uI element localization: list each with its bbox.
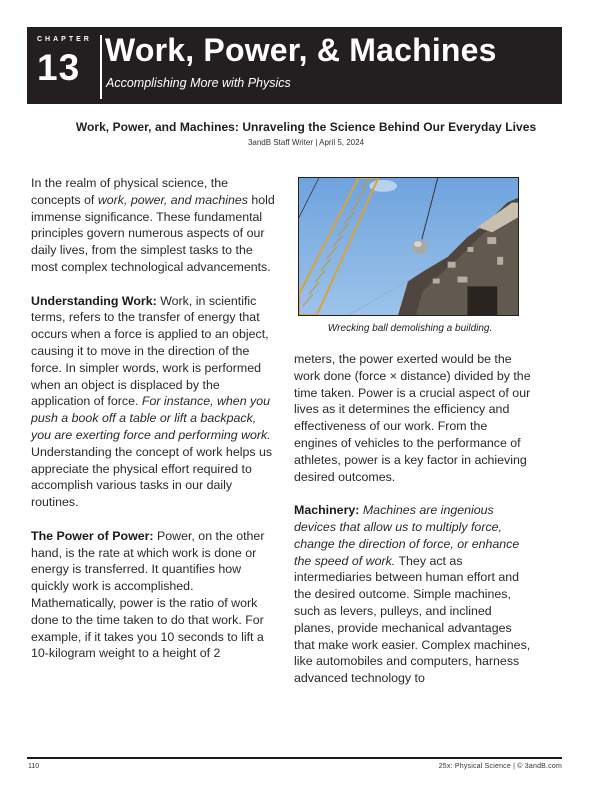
work-paragraph: Understanding Work: Work, in scientific terms, refers to the transfer of energy that occurs when a force is applied to an object, causing it to move in the direction of the force. In simpler words, work is performed when an object is displaced by the application of force. For instance, when you push a book off a table or lift a backpack, you are exerting force and performing work. Understanding the concept of work helps us appreciate the physical effort required to accomplish various tasks in our daily routines. [31,293,273,510]
left-column [31,175,279,679]
chapter-title: Work, Power, & Machines [105,32,497,68]
chapter-divider [100,35,102,99]
chapter-subtitle: Accomplishing More with Physics [106,76,291,90]
page-number: 110 [28,763,40,770]
article-byline: 3andB Staff Writer | April 5, 2024 [247,138,365,147]
machinery-heading: Machinery: [294,503,360,518]
machinery-paragraph: Machinery: Machines are ingenious devices that allow us to multiply force, change the direction of force, or enhance the speed of work. They act as intermediaries between human effort and the desired outcome. Simple machines, such as levers, pulleys, and inclined planes, provide mechanical advantages that make work easier. Complex machines, like automobiles and computers, harness advanced technology to [294,503,531,686]
power-paragraph-continued: meters, the power exerted would be the work done (force × distance) divided by the time taken. Power is a crucial aspect of our lives as it determines the efficiency and effectiveness of our work. From the engines of vehicles to the performance of athletes, power is a key factor in achieving desired outcomes. [294,352,531,484]
work-heading: Understanding Work: [31,293,157,308]
wrecking-ball-photo [298,177,519,316]
wrecking-ball-image [299,178,518,315]
article-headline: Work, Power, and Machines: Unraveling the Science Behind Our Everyday Lives [75,120,537,134]
chapter-number: 13 [37,47,81,88]
chapter-label: CHAPTER [37,36,92,43]
chapter-header [27,27,562,104]
photo-caption: Wrecking ball demolishing a building. [327,323,493,334]
footer-rule [27,757,562,759]
power-heading: The Power of Power: [31,528,154,543]
right-column [294,351,532,704]
intro-paragraph: In the realm of physical science, the concepts of work, power, and machines hold immense significance. These fundamental principles govern numerous aspects of our daily lives, from the simplest tasks to the most complex technological advancements. [31,176,275,274]
power-paragraph: The Power of Power: Power, on the other hand, is the rate at which work is done or energy is transferred. It quantifies how quickly work is accomplished. Mathematically, power is the ratio of work done to the time taken to do that work. For example, if it takes you 10 seconds to lift a 10-kilogram weight to a height of 2 [31,528,265,661]
footer-credit: 25x: Physical Science | © 3andB.com [438,763,562,770]
